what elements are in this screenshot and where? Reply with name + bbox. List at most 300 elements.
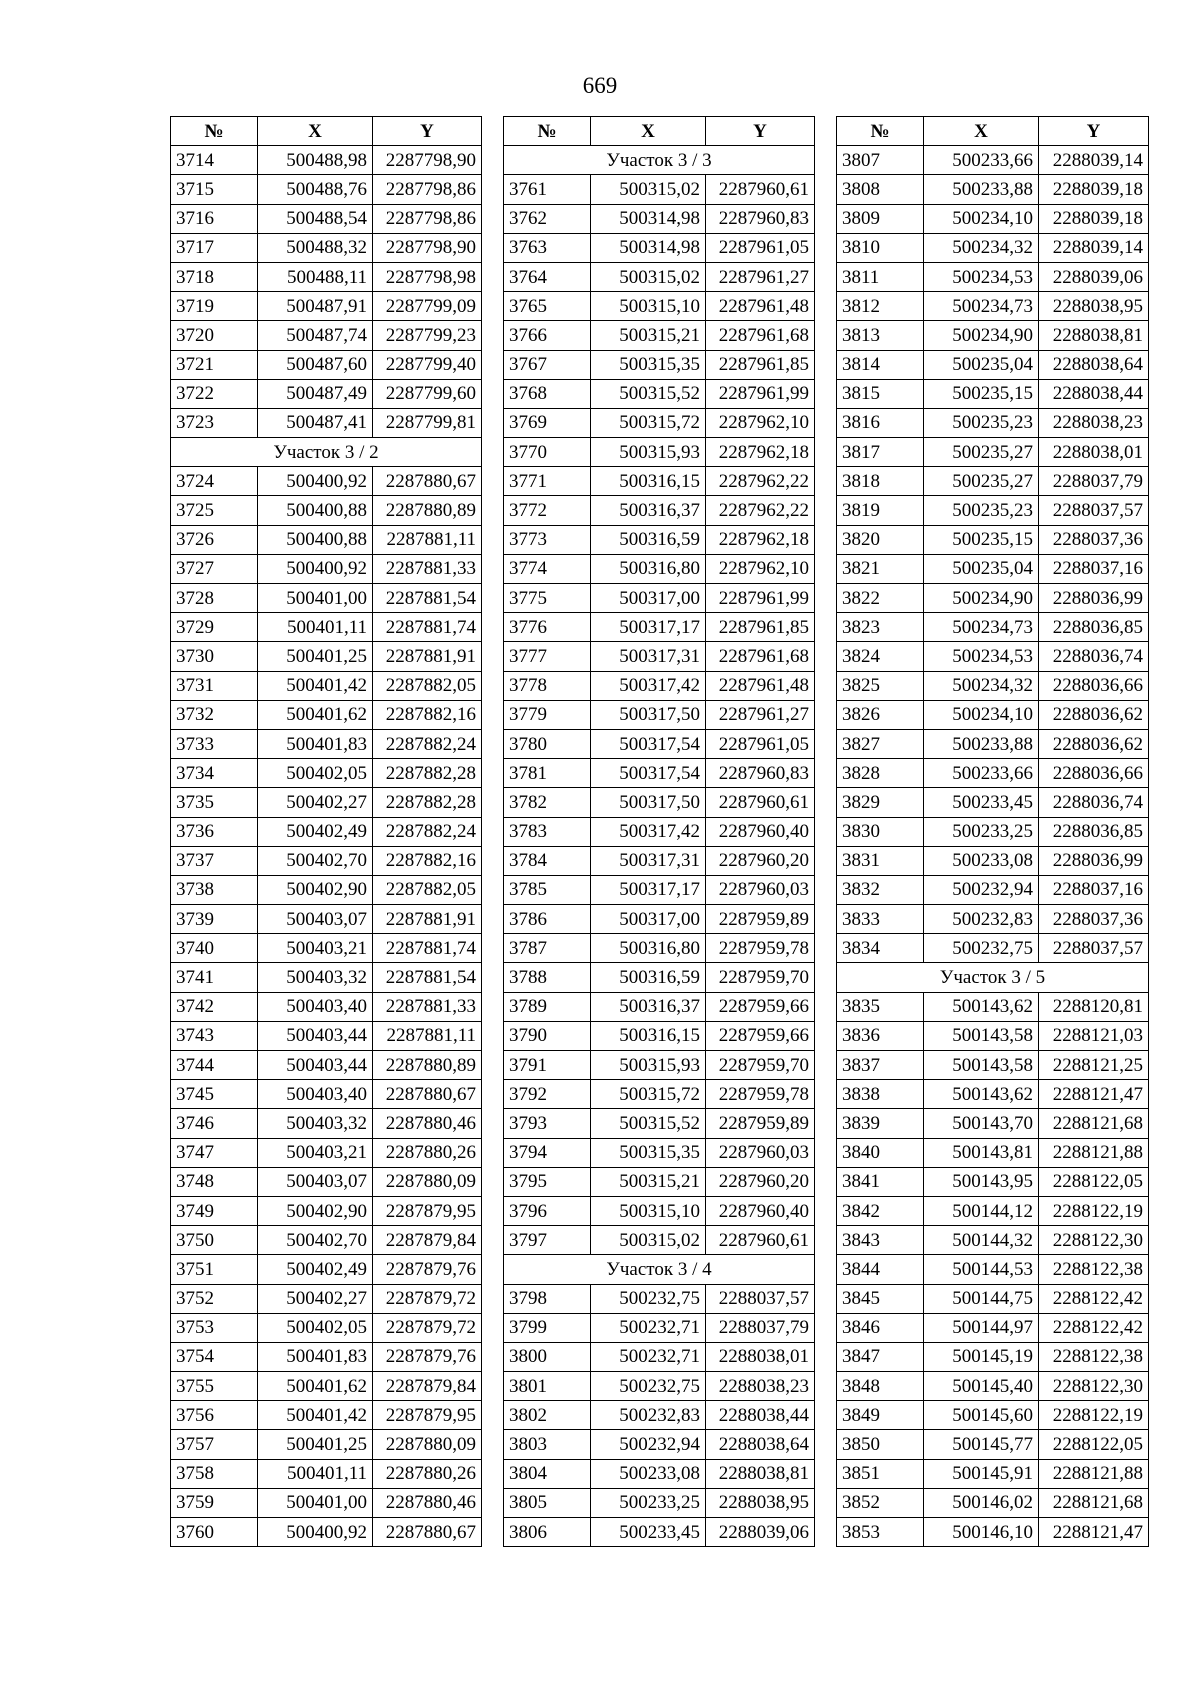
table-row: [837, 1342, 1149, 1371]
point-number-cell: 3816: [837, 408, 924, 437]
x-coordinate-cell: 500315,02: [591, 175, 706, 204]
point-number-cell: 3748: [171, 1167, 258, 1196]
y-coordinate-cell: 2287879,76: [373, 1342, 482, 1371]
table-row: [504, 1226, 815, 1255]
table-row: [504, 1284, 815, 1313]
table-row: [171, 1372, 482, 1401]
x-coordinate-cell: 500144,12: [924, 1196, 1039, 1225]
point-number-cell: 3760: [171, 1518, 258, 1547]
y-coordinate-cell: 2287960,83: [706, 204, 815, 233]
y-coordinate-cell: 2287959,70: [706, 963, 815, 992]
table-row: [171, 233, 482, 262]
table-row: [171, 1080, 482, 1109]
y-coordinate-cell: 2287880,89: [373, 496, 482, 525]
x-coordinate-cell: 500315,10: [591, 292, 706, 321]
y-coordinate-cell: 2287880,09: [373, 1167, 482, 1196]
y-coordinate-cell: 2288038,23: [706, 1372, 815, 1401]
x-coordinate-cell: 500401,11: [258, 613, 373, 642]
y-coordinate-cell: 2287881,33: [373, 554, 482, 583]
point-number-cell: 3849: [837, 1401, 924, 1430]
point-number-cell: 3721: [171, 350, 258, 379]
y-coordinate-cell: 2287962,22: [706, 467, 815, 496]
x-coordinate-cell: 500402,49: [258, 1255, 373, 1284]
x-coordinate-cell: 500232,94: [924, 875, 1039, 904]
table-row: [504, 467, 815, 496]
x-coordinate-cell: 500235,15: [924, 379, 1039, 408]
x-coordinate-cell: 500145,91: [924, 1459, 1039, 1488]
point-number-cell: 3764: [504, 262, 591, 291]
point-number-cell: 3733: [171, 729, 258, 758]
table-header-row: [837, 117, 1149, 146]
table-row: [837, 1488, 1149, 1517]
table-row: [837, 525, 1149, 554]
x-coordinate-cell: 500488,11: [258, 262, 373, 291]
table-row: [837, 146, 1149, 175]
y-coordinate-cell: 2288037,79: [706, 1313, 815, 1342]
table-row: [837, 1372, 1149, 1401]
point-number-cell: 3749: [171, 1196, 258, 1225]
y-coordinate-cell: 2287959,66: [706, 1021, 815, 1050]
x-coordinate-cell: 500487,41: [258, 408, 373, 437]
y-coordinate-cell: 2287881,91: [373, 642, 482, 671]
section-title: Участок 3 / 5: [837, 963, 1149, 992]
point-number-cell: 3732: [171, 700, 258, 729]
table-row: [504, 1167, 815, 1196]
y-coordinate-cell: 2287879,72: [373, 1313, 482, 1342]
column-header-y: Y: [373, 117, 482, 146]
y-coordinate-cell: 2287881,11: [373, 1021, 482, 1050]
point-number-cell: 3802: [504, 1401, 591, 1430]
coordinates-table-left: [170, 116, 482, 1547]
column-header-number: №: [171, 117, 258, 146]
x-coordinate-cell: 500316,15: [591, 467, 706, 496]
x-coordinate-cell: 500143,62: [924, 1080, 1039, 1109]
point-number-cell: 3737: [171, 846, 258, 875]
point-number-cell: 3743: [171, 1021, 258, 1050]
point-number-cell: 3765: [504, 292, 591, 321]
y-coordinate-cell: 2287881,54: [373, 963, 482, 992]
table-header-row: [504, 117, 815, 146]
section-row: [504, 146, 815, 175]
x-coordinate-cell: 500315,21: [591, 1167, 706, 1196]
page-number: 669: [582, 73, 618, 98]
table-row: [171, 1196, 482, 1225]
point-number-cell: 3790: [504, 1021, 591, 1050]
table-row: [837, 1401, 1149, 1430]
table-row: [504, 584, 815, 613]
y-coordinate-cell: 2288036,99: [1039, 584, 1149, 613]
table-row: [504, 759, 815, 788]
x-coordinate-cell: 500143,70: [924, 1109, 1039, 1138]
table-row: [171, 875, 482, 904]
table-row: [504, 321, 815, 350]
y-coordinate-cell: 2287882,24: [373, 817, 482, 846]
table-row: [837, 934, 1149, 963]
y-coordinate-cell: 2287882,24: [373, 729, 482, 758]
x-coordinate-cell: 500400,92: [258, 554, 373, 583]
y-coordinate-cell: 2288036,66: [1039, 759, 1149, 788]
table-row: [504, 1313, 815, 1342]
y-coordinate-cell: 2287881,74: [373, 613, 482, 642]
x-coordinate-cell: 500403,07: [258, 1167, 373, 1196]
x-coordinate-cell: 500144,75: [924, 1284, 1039, 1313]
table-row: [171, 788, 482, 817]
table-row: [171, 846, 482, 875]
table-row: [171, 963, 482, 992]
point-number-cell: 3786: [504, 905, 591, 934]
table-row: [837, 788, 1149, 817]
y-coordinate-cell: 2288036,85: [1039, 613, 1149, 642]
y-coordinate-cell: 2288038,81: [706, 1459, 815, 1488]
point-number-cell: 3769: [504, 408, 591, 437]
point-number-cell: 3841: [837, 1167, 924, 1196]
y-coordinate-cell: 2288122,42: [1039, 1313, 1149, 1342]
table-row: [837, 350, 1149, 379]
point-number-cell: 3845: [837, 1284, 924, 1313]
point-number-cell: 3839: [837, 1109, 924, 1138]
table-row: [837, 1167, 1149, 1196]
y-coordinate-cell: 2287961,48: [706, 671, 815, 700]
table-row: [837, 1459, 1149, 1488]
table-row: [171, 525, 482, 554]
x-coordinate-cell: 500317,42: [591, 671, 706, 700]
table-row: [837, 992, 1149, 1021]
y-coordinate-cell: 2287962,10: [706, 408, 815, 437]
table-row: [837, 817, 1149, 846]
table-row: [171, 379, 482, 408]
x-coordinate-cell: 500403,21: [258, 934, 373, 963]
x-coordinate-cell: 500145,60: [924, 1401, 1039, 1430]
x-coordinate-cell: 500234,90: [924, 584, 1039, 613]
table-row: [837, 875, 1149, 904]
point-number-cell: 3773: [504, 525, 591, 554]
x-coordinate-cell: 500402,05: [258, 759, 373, 788]
point-number-cell: 3739: [171, 905, 258, 934]
y-coordinate-cell: 2288037,16: [1039, 875, 1149, 904]
point-number-cell: 3751: [171, 1255, 258, 1284]
y-coordinate-cell: 2287880,46: [373, 1488, 482, 1517]
x-coordinate-cell: 500401,62: [258, 700, 373, 729]
y-coordinate-cell: 2287960,20: [706, 846, 815, 875]
x-coordinate-cell: 500400,92: [258, 467, 373, 496]
y-coordinate-cell: 2287879,76: [373, 1255, 482, 1284]
x-coordinate-cell: 500315,52: [591, 379, 706, 408]
table-row: [504, 671, 815, 700]
y-coordinate-cell: 2288039,06: [1039, 262, 1149, 291]
point-number-cell: 3787: [504, 934, 591, 963]
point-number-cell: 3799: [504, 1313, 591, 1342]
x-coordinate-cell: 500316,80: [591, 934, 706, 963]
section-row: [171, 438, 482, 467]
point-number-cell: 3815: [837, 379, 924, 408]
x-coordinate-cell: 500317,54: [591, 729, 706, 758]
x-coordinate-cell: 500402,70: [258, 846, 373, 875]
point-number-cell: 3848: [837, 1372, 924, 1401]
point-number-cell: 3801: [504, 1372, 591, 1401]
y-coordinate-cell: 2288038,44: [706, 1401, 815, 1430]
table-row: [171, 321, 482, 350]
x-coordinate-cell: 500233,66: [924, 146, 1039, 175]
table-row: [504, 1488, 815, 1517]
y-coordinate-cell: 2288120,81: [1039, 992, 1149, 1021]
point-number-cell: 3755: [171, 1372, 258, 1401]
point-number-cell: 3851: [837, 1459, 924, 1488]
point-number-cell: 3812: [837, 292, 924, 321]
y-coordinate-cell: 2287798,86: [373, 175, 482, 204]
table-row: [171, 1021, 482, 1050]
y-coordinate-cell: 2287798,90: [373, 233, 482, 262]
point-number-cell: 3818: [837, 467, 924, 496]
point-number-cell: 3734: [171, 759, 258, 788]
point-number-cell: 3846: [837, 1313, 924, 1342]
point-number-cell: 3810: [837, 233, 924, 262]
table-row: [504, 817, 815, 846]
x-coordinate-cell: 500317,17: [591, 613, 706, 642]
point-number-cell: 3791: [504, 1051, 591, 1080]
point-number-cell: 3728: [171, 584, 258, 613]
point-number-cell: 3785: [504, 875, 591, 904]
x-coordinate-cell: 500145,77: [924, 1430, 1039, 1459]
table-row: [837, 1255, 1149, 1284]
x-coordinate-cell: 500232,71: [591, 1342, 706, 1371]
column-header-y: Y: [706, 117, 815, 146]
point-number-cell: 3822: [837, 584, 924, 613]
table-row: [171, 1255, 482, 1284]
y-coordinate-cell: 2287799,81: [373, 408, 482, 437]
y-coordinate-cell: 2287798,86: [373, 204, 482, 233]
y-coordinate-cell: 2288039,06: [706, 1518, 815, 1547]
x-coordinate-cell: 500317,50: [591, 788, 706, 817]
point-number-cell: 3718: [171, 262, 258, 291]
point-number-cell: 3776: [504, 613, 591, 642]
x-coordinate-cell: 500401,83: [258, 1342, 373, 1371]
table-row: [837, 584, 1149, 613]
point-number-cell: 3770: [504, 438, 591, 467]
y-coordinate-cell: 2288036,62: [1039, 700, 1149, 729]
y-coordinate-cell: 2287961,05: [706, 729, 815, 758]
y-coordinate-cell: 2287879,84: [373, 1372, 482, 1401]
x-coordinate-cell: 500488,76: [258, 175, 373, 204]
y-coordinate-cell: 2288038,23: [1039, 408, 1149, 437]
y-coordinate-cell: 2288038,44: [1039, 379, 1149, 408]
y-coordinate-cell: 2288121,88: [1039, 1138, 1149, 1167]
x-coordinate-cell: 500234,73: [924, 613, 1039, 642]
point-number-cell: 3838: [837, 1080, 924, 1109]
table-row: [171, 204, 482, 233]
point-number-cell: 3715: [171, 175, 258, 204]
table-row: [837, 642, 1149, 671]
y-coordinate-cell: 2287960,61: [706, 1226, 815, 1255]
point-number-cell: 3774: [504, 554, 591, 583]
y-coordinate-cell: 2287959,89: [706, 1109, 815, 1138]
table-row: [504, 846, 815, 875]
point-number-cell: 3814: [837, 350, 924, 379]
y-coordinate-cell: 2288036,74: [1039, 642, 1149, 671]
table-row: [504, 788, 815, 817]
table-row: [171, 467, 482, 496]
y-coordinate-cell: 2287879,95: [373, 1196, 482, 1225]
table-row: [504, 554, 815, 583]
column-header-x: X: [591, 117, 706, 146]
y-coordinate-cell: 2287799,60: [373, 379, 482, 408]
y-coordinate-cell: 2288036,66: [1039, 671, 1149, 700]
table-row: [837, 321, 1149, 350]
point-number-cell: 3771: [504, 467, 591, 496]
table-row: [171, 262, 482, 291]
y-coordinate-cell: 2288122,19: [1039, 1401, 1149, 1430]
x-coordinate-cell: 500403,32: [258, 963, 373, 992]
x-coordinate-cell: 500316,80: [591, 554, 706, 583]
x-coordinate-cell: 500235,27: [924, 438, 1039, 467]
table-row: [504, 963, 815, 992]
x-coordinate-cell: 500488,98: [258, 146, 373, 175]
table-row: [837, 292, 1149, 321]
table-row: [837, 1138, 1149, 1167]
point-number-cell: 3842: [837, 1196, 924, 1225]
x-coordinate-cell: 500315,02: [591, 262, 706, 291]
y-coordinate-cell: 2288037,79: [1039, 467, 1149, 496]
y-coordinate-cell: 2287881,11: [373, 525, 482, 554]
x-coordinate-cell: 500233,66: [924, 759, 1039, 788]
table-row: [171, 817, 482, 846]
table-row: [171, 671, 482, 700]
y-coordinate-cell: 2288039,14: [1039, 146, 1149, 175]
y-coordinate-cell: 2288122,38: [1039, 1255, 1149, 1284]
table-row: [171, 496, 482, 525]
point-number-cell: 3758: [171, 1459, 258, 1488]
point-number-cell: 3806: [504, 1518, 591, 1547]
point-number-cell: 3716: [171, 204, 258, 233]
y-coordinate-cell: 2288036,85: [1039, 817, 1149, 846]
x-coordinate-cell: 500234,10: [924, 700, 1039, 729]
y-coordinate-cell: 2287880,46: [373, 1109, 482, 1138]
table-row: [837, 467, 1149, 496]
point-number-cell: 3813: [837, 321, 924, 350]
x-coordinate-cell: 500402,49: [258, 817, 373, 846]
x-coordinate-cell: 500146,02: [924, 1488, 1039, 1517]
point-number-cell: 3803: [504, 1430, 591, 1459]
x-coordinate-cell: 500402,90: [258, 875, 373, 904]
point-number-cell: 3840: [837, 1138, 924, 1167]
x-coordinate-cell: 500235,23: [924, 496, 1039, 525]
table-row: [837, 1196, 1149, 1225]
x-coordinate-cell: 500401,00: [258, 584, 373, 613]
table-row: [504, 729, 815, 758]
y-coordinate-cell: 2287959,89: [706, 905, 815, 934]
table-row: [837, 408, 1149, 437]
x-coordinate-cell: 500487,74: [258, 321, 373, 350]
x-coordinate-cell: 500401,11: [258, 1459, 373, 1488]
x-coordinate-cell: 500402,27: [258, 1284, 373, 1313]
y-coordinate-cell: 2287880,26: [373, 1138, 482, 1167]
point-number-cell: 3759: [171, 1488, 258, 1517]
table-row: [504, 905, 815, 934]
x-coordinate-cell: 500234,32: [924, 671, 1039, 700]
point-number-cell: 3761: [504, 175, 591, 204]
table-row: [171, 642, 482, 671]
table-row: [504, 438, 815, 467]
table-row: [171, 1459, 482, 1488]
x-coordinate-cell: 500487,91: [258, 292, 373, 321]
x-coordinate-cell: 500146,10: [924, 1518, 1039, 1547]
x-coordinate-cell: 500317,31: [591, 846, 706, 875]
y-coordinate-cell: 2287961,48: [706, 292, 815, 321]
table-row: [504, 1372, 815, 1401]
y-coordinate-cell: 2288036,74: [1039, 788, 1149, 817]
table-row: [837, 554, 1149, 583]
y-coordinate-cell: 2288121,47: [1039, 1080, 1149, 1109]
x-coordinate-cell: 500314,98: [591, 233, 706, 262]
table-row: [504, 613, 815, 642]
x-coordinate-cell: 500402,90: [258, 1196, 373, 1225]
point-number-cell: 3852: [837, 1488, 924, 1517]
point-number-cell: 3830: [837, 817, 924, 846]
x-coordinate-cell: 500401,25: [258, 642, 373, 671]
y-coordinate-cell: 2288038,64: [706, 1430, 815, 1459]
table-row: [504, 1518, 815, 1547]
point-number-cell: 3768: [504, 379, 591, 408]
point-number-cell: 3794: [504, 1138, 591, 1167]
point-number-cell: 3745: [171, 1080, 258, 1109]
x-coordinate-cell: 500403,32: [258, 1109, 373, 1138]
table-row: [837, 729, 1149, 758]
column-header-x: X: [258, 117, 373, 146]
point-number-cell: 3779: [504, 700, 591, 729]
x-coordinate-cell: 500144,97: [924, 1313, 1039, 1342]
y-coordinate-cell: 2287961,99: [706, 379, 815, 408]
point-number-cell: 3796: [504, 1196, 591, 1225]
x-coordinate-cell: 500235,27: [924, 467, 1039, 496]
point-number-cell: 3827: [837, 729, 924, 758]
y-coordinate-cell: 2287881,91: [373, 905, 482, 934]
point-number-cell: 3777: [504, 642, 591, 671]
y-coordinate-cell: 2287959,70: [706, 1051, 815, 1080]
column-header-x: X: [924, 117, 1039, 146]
x-coordinate-cell: 500314,98: [591, 204, 706, 233]
x-coordinate-cell: 500234,10: [924, 204, 1039, 233]
table-row: [504, 1196, 815, 1225]
y-coordinate-cell: 2288038,01: [1039, 438, 1149, 467]
table-row: [171, 1051, 482, 1080]
y-coordinate-cell: 2287960,61: [706, 788, 815, 817]
table-row: [171, 1313, 482, 1342]
x-coordinate-cell: 500400,88: [258, 525, 373, 554]
point-number-cell: 3781: [504, 759, 591, 788]
x-coordinate-cell: 500315,35: [591, 1138, 706, 1167]
y-coordinate-cell: 2288039,18: [1039, 204, 1149, 233]
y-coordinate-cell: 2287961,85: [706, 350, 815, 379]
table-row: [504, 1109, 815, 1138]
table-row: [837, 379, 1149, 408]
table-row: [171, 905, 482, 934]
x-coordinate-cell: 500233,45: [924, 788, 1039, 817]
point-number-cell: 3850: [837, 1430, 924, 1459]
y-coordinate-cell: 2288122,05: [1039, 1430, 1149, 1459]
point-number-cell: 3729: [171, 613, 258, 642]
x-coordinate-cell: 500403,40: [258, 992, 373, 1021]
x-coordinate-cell: 500315,93: [591, 1051, 706, 1080]
x-coordinate-cell: 500402,27: [258, 788, 373, 817]
table-row: [504, 1021, 815, 1050]
x-coordinate-cell: 500234,90: [924, 321, 1039, 350]
table-row: [171, 584, 482, 613]
y-coordinate-cell: 2287881,33: [373, 992, 482, 1021]
table-header-row: [171, 117, 482, 146]
x-coordinate-cell: 500315,10: [591, 1196, 706, 1225]
x-coordinate-cell: 500143,95: [924, 1167, 1039, 1196]
x-coordinate-cell: 500317,54: [591, 759, 706, 788]
point-number-cell: 3833: [837, 905, 924, 934]
